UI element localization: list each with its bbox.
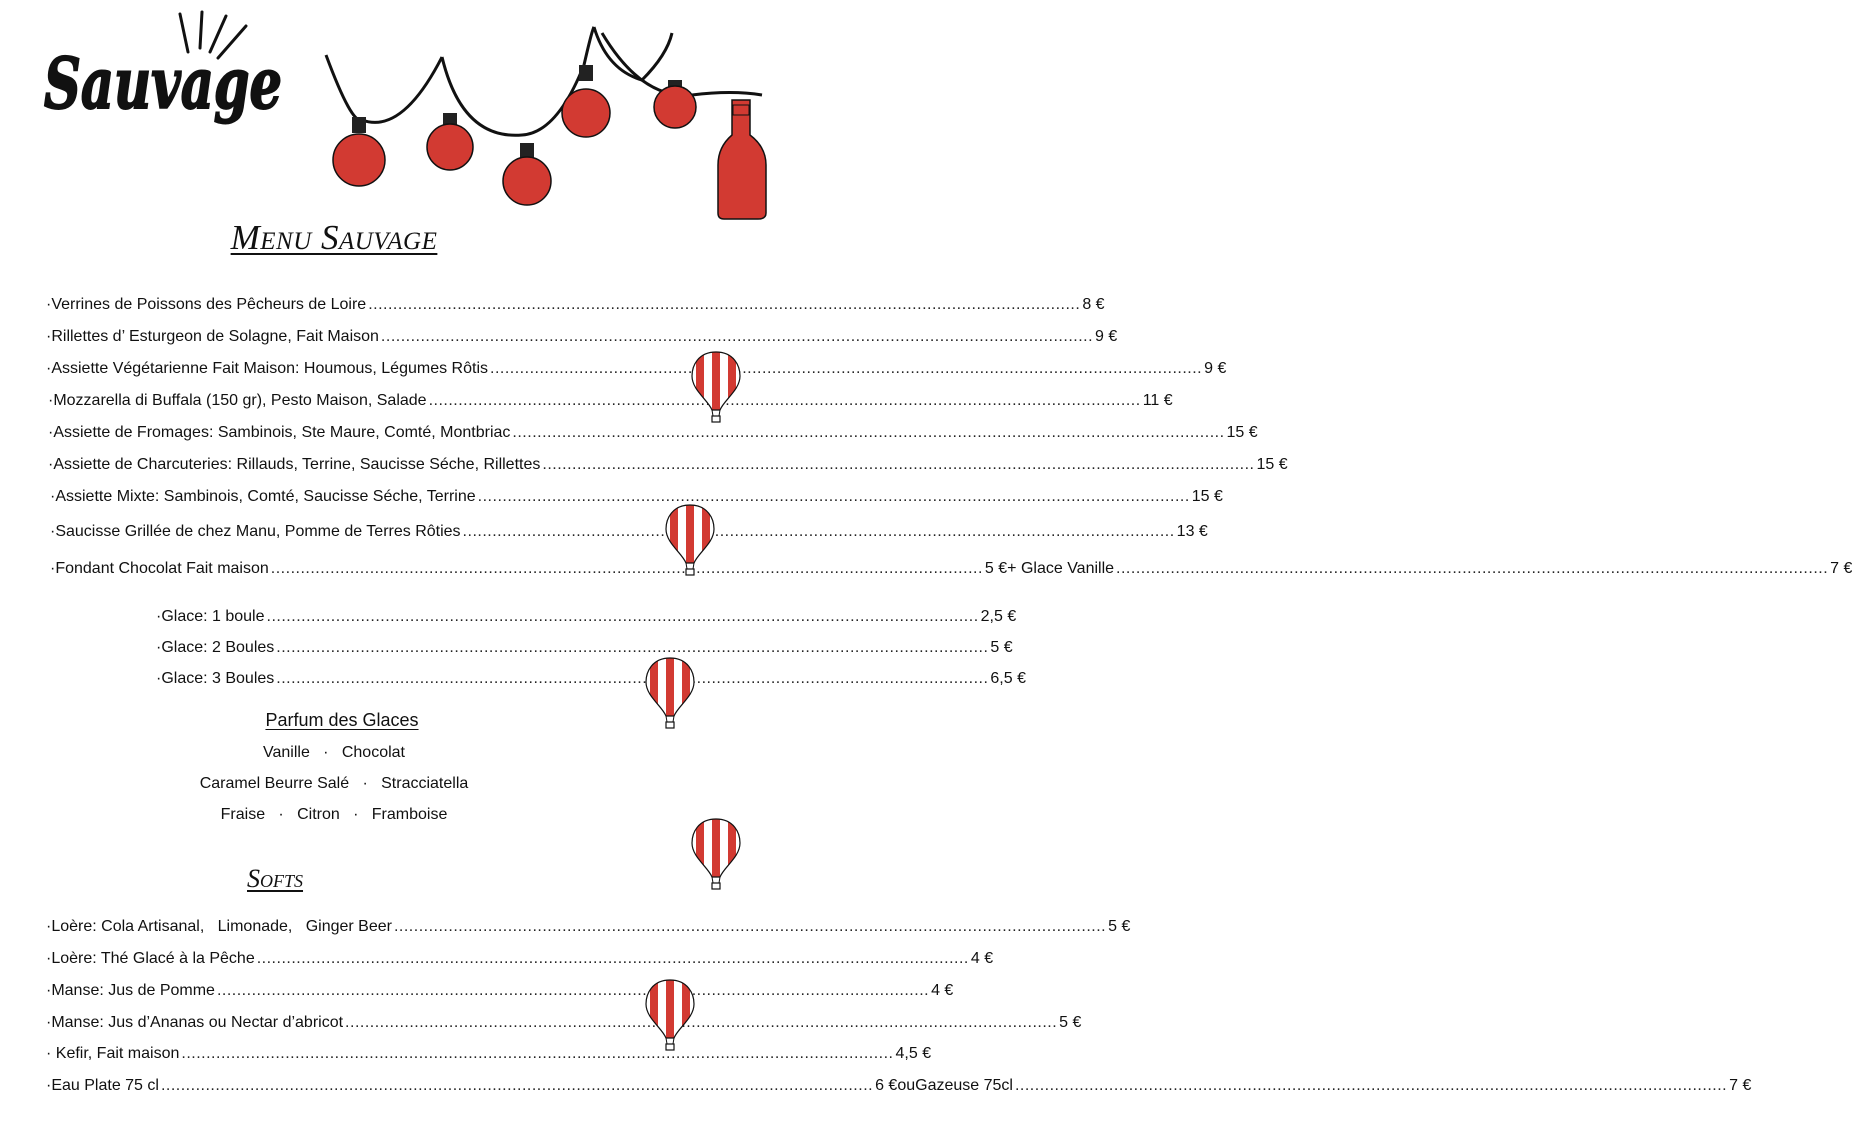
hot-air-balloon-icon xyxy=(644,978,702,1054)
soft-price: 5 € xyxy=(1108,918,1131,935)
still-water-label: ·Eau Plate 75 cl xyxy=(46,1077,159,1094)
softs-title: Softs xyxy=(247,864,304,893)
soft-label: ·Loère: Thé Glacé à la Pêche xyxy=(46,950,255,967)
soft-label: ·Manse: Jus d’Ananas ou Nectar d’abricot xyxy=(46,1014,344,1031)
menu-item xyxy=(48,424,1258,442)
menu-item-price: 11 € xyxy=(1142,392,1173,409)
light-bulb-icon xyxy=(503,143,551,205)
leader-dots xyxy=(512,424,1224,442)
soft-item xyxy=(46,982,954,1000)
soft-price: 4 € xyxy=(970,950,994,967)
leader-dots xyxy=(368,296,1080,314)
hot-air-balloon-icon xyxy=(690,817,748,893)
light-bulb-icon xyxy=(427,113,473,170)
menu-item-label: ·Assiette de Fromages: Sambinois, Ste Maure, Comté, Montbriac xyxy=(48,424,511,441)
soft-label: ·Manse: Jus de Pomme xyxy=(46,982,215,999)
sparkling-water-label: Gazeuse 75cl xyxy=(915,1077,1013,1094)
logo-text: Sauvage xyxy=(44,42,282,125)
ice-cream-item xyxy=(156,608,1017,626)
light-bulb-icon xyxy=(333,117,385,186)
leader-dots xyxy=(490,360,1202,378)
dessert-label: ·Fondant Chocolat Fait maison xyxy=(50,560,269,577)
soft-price: 4,5 € xyxy=(895,1045,932,1062)
leader-dots xyxy=(1116,560,1828,578)
leader-dots xyxy=(276,639,988,657)
ice-cream-price: 5 € xyxy=(990,639,1013,656)
leader-dots xyxy=(542,456,1254,474)
leader-dots xyxy=(267,608,979,626)
menu-item-price: 8 € xyxy=(1082,296,1105,313)
hot-air-balloon-icon xyxy=(644,656,702,732)
dessert-price: 5 € xyxy=(984,560,1008,577)
menu-item xyxy=(46,328,1118,346)
menu-item-label: ·Verrines de Poissons des Pêcheurs de Loire xyxy=(46,296,367,313)
leader-dots xyxy=(478,488,1190,506)
ice-cream-label: ·Glace: 1 boule xyxy=(156,608,265,625)
light-bulb-icon xyxy=(562,65,610,137)
menu-item xyxy=(48,456,1288,474)
hot-air-balloon-icon xyxy=(690,350,748,426)
leader-dots xyxy=(429,392,1141,410)
flavors-line: Fraise · Citron · Framboise xyxy=(220,806,448,823)
dessert-item xyxy=(50,560,1852,578)
water-item xyxy=(46,1077,1752,1095)
ice-cream-label: ·Glace: 2 Boules xyxy=(156,639,275,656)
menu-item xyxy=(48,392,1173,410)
ice-cream-label: ·Glace: 3 Boules xyxy=(156,670,275,687)
menu-item-price: 15 € xyxy=(1191,488,1223,505)
menu-item-label: ·Assiette Mixte: Sambinois, Comté, Saucisse Séche, Terrine xyxy=(50,488,476,505)
dessert-extra-price: 7 € xyxy=(1830,560,1852,577)
or-text: ou xyxy=(897,1077,916,1094)
dessert-extra-label: + Glace Vanille xyxy=(1007,560,1115,577)
menu-item-price: 15 € xyxy=(1226,424,1258,441)
soft-label: · Kefir, Fait maison xyxy=(46,1045,180,1062)
light-bulb-icon xyxy=(654,80,696,128)
sauvage-logo xyxy=(40,8,290,138)
leader-dots xyxy=(161,1077,873,1095)
leader-dots xyxy=(257,950,969,968)
menu-item-price: 15 € xyxy=(1256,456,1288,473)
flavors-line: Vanille · Chocolat xyxy=(263,744,405,761)
still-water-price: 6 € xyxy=(875,1077,898,1094)
hot-air-balloon-icon xyxy=(664,503,722,579)
soft-price: 5 € xyxy=(1059,1014,1082,1031)
ice-cream-item xyxy=(156,670,1026,688)
soft-item xyxy=(46,1014,1082,1032)
leader-dots xyxy=(463,523,1175,541)
soft-label: ·Loère: Cola Artisanal, Limonade, Ginger Beer xyxy=(46,918,392,935)
bottle-icon xyxy=(718,100,766,219)
leader-dots xyxy=(394,918,1106,936)
menu-item xyxy=(46,360,1227,378)
page-title: Menu Sauvage xyxy=(230,218,438,257)
soft-item xyxy=(46,1045,932,1063)
menu-item-label: ·Assiette Végétarienne Fait Maison: Houmous, Légumes Rôtis xyxy=(46,360,488,377)
menu-item-price: 9 € xyxy=(1095,328,1118,345)
ice-cream-item xyxy=(156,639,1013,657)
menu-item xyxy=(50,488,1223,506)
soft-price: 4 € xyxy=(931,982,954,999)
menu-item-label: ·Saucisse Grillée de chez Manu, Pomme de Terres Rôties xyxy=(50,523,461,540)
soft-item xyxy=(46,918,1131,936)
leader-dots xyxy=(271,560,983,578)
leader-dots xyxy=(276,670,988,688)
light-garland-decoration xyxy=(322,25,772,225)
leader-dots xyxy=(217,982,929,1000)
menu-item-price: 9 € xyxy=(1204,360,1227,377)
ice-cream-price: 2,5 € xyxy=(980,608,1017,625)
menu-item-label: ·Rillettes d’ Esturgeon de Solagne, Fait Maison xyxy=(46,328,379,345)
leader-dots xyxy=(381,328,1093,346)
menu-item xyxy=(50,523,1208,541)
flavors-line: Caramel Beurre Salé · Stracciatella xyxy=(199,775,469,792)
leader-dots xyxy=(1015,1077,1727,1095)
flavors-title: Parfum des Glaces xyxy=(265,710,419,730)
leader-dots xyxy=(181,1045,893,1063)
ice-cream-price: 6,5 € xyxy=(990,670,1026,687)
sparkling-water-price: 7 € xyxy=(1729,1077,1752,1094)
menu-item-label: ·Mozzarella di Buffala (150 gr), Pesto Maison, Salade xyxy=(48,392,427,409)
soft-item xyxy=(46,950,994,968)
menu-item xyxy=(46,296,1105,314)
menu-item-label: ·Assiette de Charcuteries: Rillauds, Terrine, Saucisse Séche, Rillettes xyxy=(48,456,541,473)
menu-item-price: 13 € xyxy=(1176,523,1208,540)
